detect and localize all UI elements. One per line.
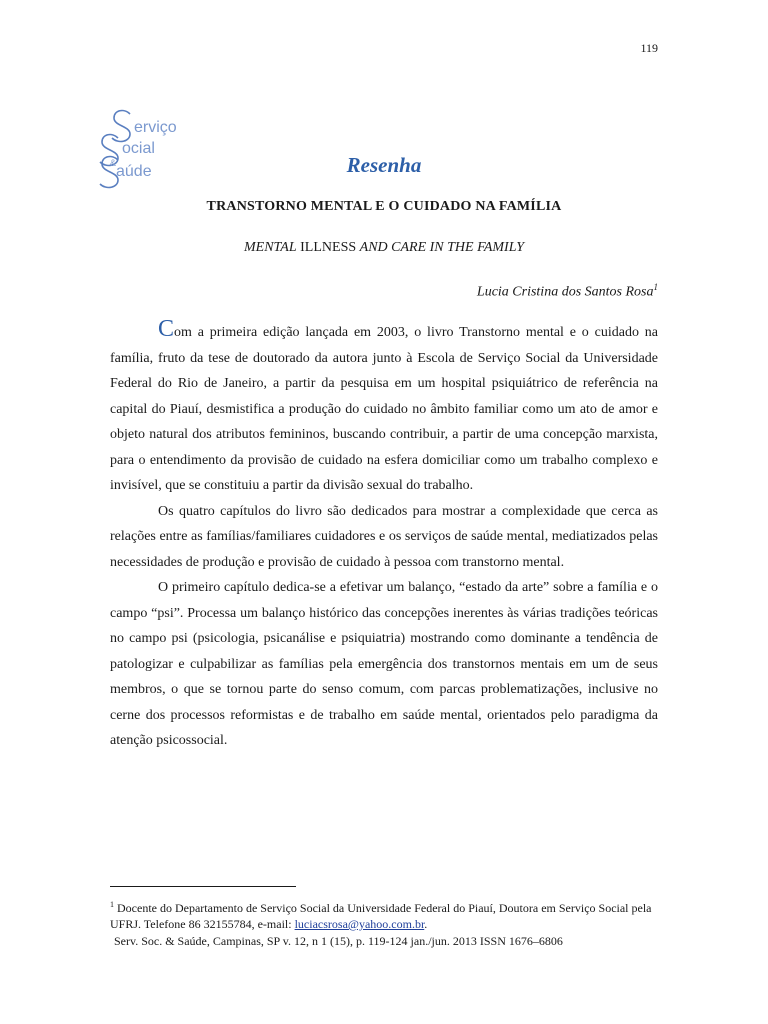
article-subtitle — [110, 240, 658, 256]
footnote-text: Docente do Departamento de Serviço Social da Universidade Federal do Piauí, Doutora em Serviço Social pela UFRJ. Telefone 86 32155784, e-mail: — [110, 901, 652, 931]
section-heading: Resenha — [346, 153, 422, 177]
logo-word-social: ocial — [122, 140, 155, 157]
author-line — [477, 282, 658, 301]
subtitle-part-1: MENTAL — [244, 240, 297, 255]
logo-word-servico: erviço — [134, 119, 177, 136]
paragraph-1-text: om a primeira edição lançada em 2003, o livro Transtorno mental e o cuidado na família, fruto da tese de doutorado da autora junto à Escola de Serviço Social da Universidade Federal do Rio de Janeiro, a partir da pesquisa em um hospital psiquiátrico de referência na capital do Piauí, desmistifica a produção do cuidado no âmbito familiar como um ato de amor e objeto natural dos atributos femininos, buscando contribuir, a partir de uma concepção marxista, para o entendimento da provisão de cuidado na esfera domiciliar como um trabalho complexo e invisível, que se constituiu a partir da divisão sexual do trabalho. — [110, 325, 658, 493]
paragraph-1 — [110, 316, 658, 499]
body-text — [110, 316, 658, 754]
footnote — [110, 897, 658, 932]
footnote-divider — [110, 886, 296, 887]
drop-cap: C — [158, 316, 175, 342]
paragraph-2: Os quatro capítulos do livro são dedicados para mostrar a complexidade que cerca as relações entre as famílias/familiares cuidadores e os serviços de saúde mental, mediatizados pelas necessidades de produção e provisão de cuidado à pessoa com transtorno mental. — [110, 503, 658, 570]
footnote-mark: 1 — [110, 900, 114, 909]
subtitle-part-2: ILLNESS — [296, 240, 360, 255]
page-number: 119 — [640, 41, 658, 55]
article-title: TRANSTORNO MENTAL E O CUIDADO NA FAMÍLIA — [206, 199, 562, 214]
author-name: Lucia Cristina dos Santos Rosa — [476, 284, 654, 300]
footnote-end: . — [424, 917, 428, 931]
paragraph-3: O primeiro capítulo dedica-se a efetivar um balanço, “estado da arte” sobre a família e o campo “psi”. Processa um balanço histórico das concepções inerentes às várias tradições teóricas no campo psi (psicologia, psicanálise e psiquiatria) mostrando como dominante a tendência de patologizar e culpabilizar as famílias pela emergência dos transtornos mentais em um de seus membros, o que se tornou parte do senso comum, com parcas problematizações, inclusive no cerne dos processos reformistas e de trabalho em saúde mental, orientados pelo paradigma da atenção psicossocial. — [110, 580, 658, 748]
logo-ampersand: & — [110, 158, 117, 168]
subtitle-part-3: AND CARE IN THE FAMILY — [359, 240, 524, 255]
author-email-link[interactable]: luciacsrosa@yahoo.com.br — [294, 917, 425, 931]
author-footnote-mark[interactable]: 1 — [653, 282, 658, 292]
logo-word-saude: aúde — [116, 163, 152, 180]
journal-citation: Serv. Soc. & Saúde, Campinas, SP v. 12, n 1 (15), p. 119-124 jan./jun. 2013 ISSN 1676–6806 — [114, 934, 563, 948]
